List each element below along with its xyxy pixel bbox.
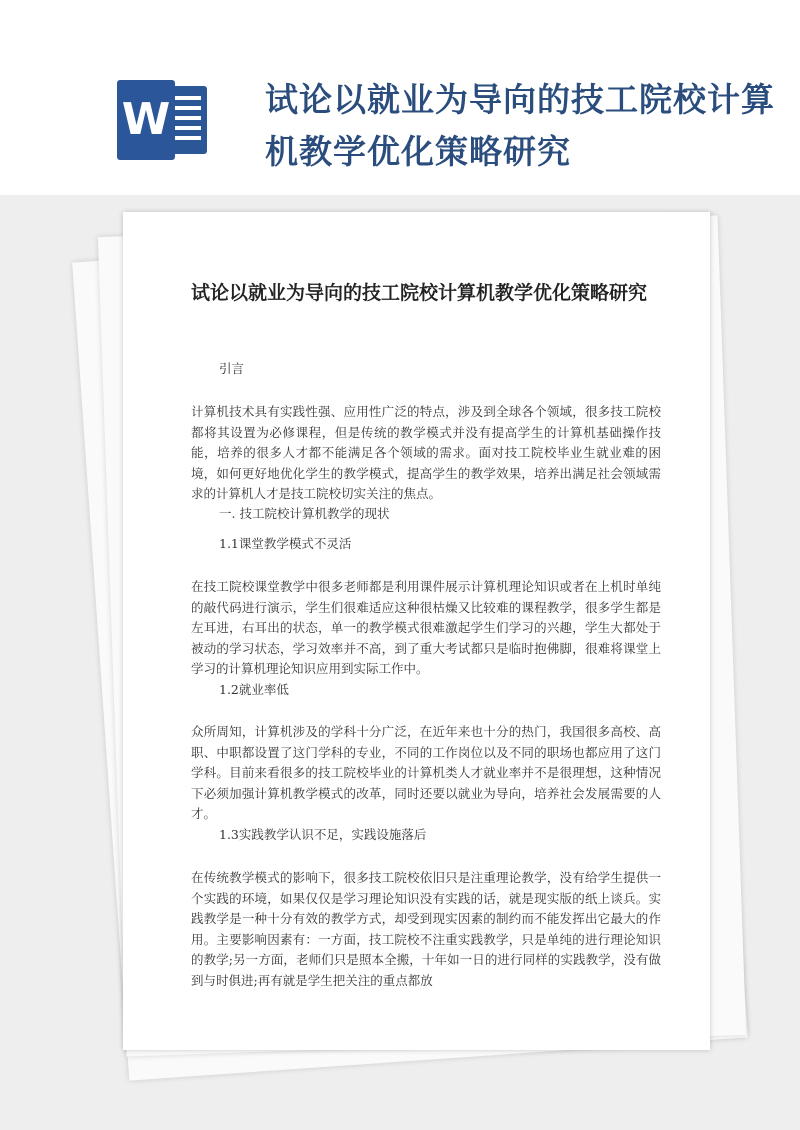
subsection-heading: 1.1课堂教学模式不灵活 — [219, 536, 352, 551]
subsection-heading: 1.2就业率低 — [219, 682, 289, 697]
cover-title: 试论以就业为导向的技工院校计算机教学优化策略研究 — [265, 80, 775, 171]
word-icon-line — [173, 96, 201, 100]
intro-label: 引言 — [219, 361, 245, 376]
word-icon-badge: W — [117, 80, 175, 160]
document-title: 试论以就业为导向的技工院校计算机教学优化策略研究 — [191, 282, 648, 304]
word-icon-line — [173, 106, 201, 110]
word-icon-line — [173, 116, 201, 120]
word-document-icon — [117, 80, 209, 160]
subsection-paragraph: 在技工院校课堂教学中很多老师都是利用课件展示计算机理论知识或者在上机时单纯的敲代码进行演示，学生们很难适应这种很枯燥又比较难的课程教学，很多学生都是左耳进，右耳出的状态，单一的教学模式很难激起学生们学习的兴趣，学生大都处于被动的学习状态，学习效率并不高，到了重大考试都只是临时抱佛脚，很难将课堂上学习的计算机理论知识应用到实际工作中。 — [191, 579, 661, 676]
word-icon-line — [173, 126, 201, 130]
section-heading: 一. 技工院校计算机教学的现状 — [219, 506, 390, 521]
subsection-paragraph: 众所周知，计算机涉及的学科十分广泛，在近年来也十分的热门，我国很多高校、高职、中职都设置了这门学科的专业，不同的工作岗位以及不同的职场也都应用了这门学科。目前来看很多的技工院校毕业的计算机类人才就业率并不是很理想，这种情况下必须加强计算机教学模式的改革，同时还要以就业为导向，培养社会发展需要的人才。 — [191, 724, 661, 821]
subsection-paragraph: 在传统教学模式的影响下，很多技工院校依旧只是注重理论教学，没有给学生提供一个实践的环境，如果仅仅是学习理论知识没有实践的话，就是现实版的纸上谈兵。实践教学是一种十分有效的教学方式，却受到现实因素的制约而不能发挥出它最大的作用。主要影响因素有：一方面，技工院校不注重实践教学，只是单纯的进行理论知识的教学;另一方面，老师们只是照本全搬，十年如一日的进行同样的实践教学，没有做到与时俱进;再有就是学生把关注的重点都放 — [191, 870, 661, 988]
subsection-heading: 1.3实践教学认识不足，实践设施落后 — [219, 827, 427, 842]
word-icon-line — [173, 136, 201, 140]
intro-paragraph: 计算机技术具有实践性强、应用性广泛的特点，涉及到全球各个领域，很多技工院校都将其设置为必修课程，但是传统的教学模式并没有提高学生的计算机基础操作技能，培养的很多人才都不能满足各个领域的需求。面对技工院校毕业生就业难的困境，如何更好地优化学生的教学模式，提高学生的教学效果，培养出满足社会领域需求的计算机人才是技工院校切实关注的焦点。 — [191, 404, 661, 501]
cover-header — [0, 0, 800, 195]
document-page — [123, 212, 710, 1050]
